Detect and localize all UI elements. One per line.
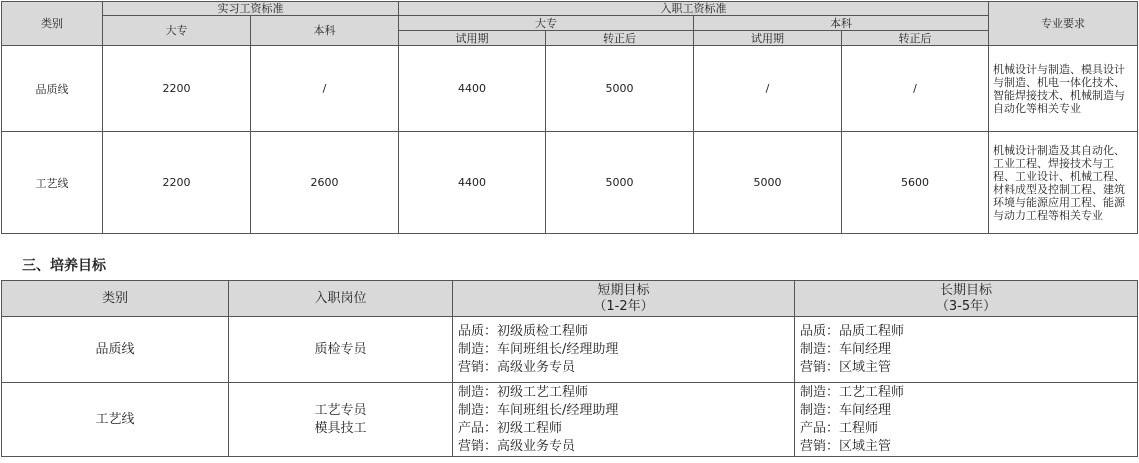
header-short-term-goal [453, 281, 795, 317]
goal-line: 品质：品质工程师 [800, 323, 905, 339]
position-line: 模具技工 [314, 420, 367, 436]
long-term-goals [795, 317, 1138, 383]
major-line: 工业工程、焊接技术与工 [993, 156, 1114, 170]
goal-line: 制造：车间经理 [800, 402, 892, 418]
long-term-range: （3-5年） [935, 298, 997, 314]
intern-dazhuan-salary: 2200 [103, 46, 251, 132]
header-hire-dazhuan: 大专 [399, 16, 694, 31]
major-line: 与制造、机电一体化技术、 [993, 75, 1125, 89]
header-hire-salary: 入职工资标准 [399, 2, 989, 16]
benke-regular-salary: 5600 [842, 132, 989, 234]
dazhuan-regular-salary: 5000 [546, 46, 694, 132]
short-term-range: （1-2年） [593, 298, 654, 314]
goal-line: 品质：初级质检工程师 [458, 323, 589, 339]
goal-line: 制造：车间经理 [800, 341, 892, 357]
header-benke-regular: 转正后 [842, 31, 989, 46]
header-benke-probation: 试用期 [694, 31, 842, 46]
benke-probation-salary: 5000 [694, 132, 842, 234]
major-line: 自动化等相关专业 [993, 101, 1081, 115]
long-term-goals [795, 383, 1138, 457]
benke-regular-salary: / [842, 46, 989, 132]
goal-line: 产品：工程师 [800, 420, 879, 436]
header-dazhuan-regular: 转正后 [546, 31, 694, 46]
short-term-goals [453, 383, 795, 457]
intern-dazhuan-salary: 2200 [103, 132, 251, 234]
header-intern-salary: 实习工资标准 [103, 2, 399, 16]
table-row [2, 46, 1138, 132]
short-term-label: 短期目标 [597, 282, 650, 298]
goal-line: 制造：工艺工程师 [800, 384, 905, 400]
table-row [2, 317, 1138, 383]
major-line: 智能焊接技术、机械制造与 [993, 88, 1125, 102]
intern-benke-salary: / [251, 46, 399, 132]
goal-line: 营销：区域主管 [800, 438, 892, 454]
goal-line: 制造：初级工艺工程师 [458, 384, 589, 400]
goal-line: 产品：初级工程师 [458, 420, 563, 436]
header-intern-benke: 本科 [251, 16, 399, 46]
goal-line: 制造：车间班组长/经理助理 [458, 341, 619, 357]
row-category: 工艺线 [2, 383, 229, 457]
dazhuan-probation-salary: 4400 [399, 132, 546, 234]
row-category: 品质线 [2, 46, 103, 132]
header-major-requirement: 专业要求 [989, 2, 1138, 46]
position-line: 工艺专员 [314, 402, 367, 418]
header-position: 入职岗位 [229, 281, 453, 317]
major-line: 环境与能源应用工程、能源 [993, 195, 1125, 209]
row-category: 品质线 [2, 317, 229, 383]
short-term-goals [453, 317, 795, 383]
table-row [2, 132, 1138, 234]
major-requirement [989, 46, 1138, 132]
header-long-term-goal [795, 281, 1138, 317]
table-row [2, 383, 1138, 457]
major-line: 材料成型及控制工程、建筑 [993, 182, 1125, 196]
header-intern-dazhuan: 大专 [103, 16, 251, 46]
header-hire-benke: 本科 [694, 16, 989, 31]
goal-line: 营销：高级业务专员 [458, 438, 576, 454]
major-line: 与动力工程等相关专业 [993, 208, 1103, 222]
major-line: 机械设计制造及其自动化、 [993, 143, 1125, 157]
header-category: 类别 [2, 281, 229, 317]
goal-line: 营销：高级业务专员 [458, 359, 576, 375]
entry-position [229, 317, 453, 383]
row-category: 工艺线 [2, 132, 103, 234]
major-line: 机械设计与制造、模具设计 [993, 62, 1125, 76]
training-goals-table [1, 280, 1138, 457]
major-line: 程、工业设计、机械工程、 [993, 169, 1125, 183]
header-category: 类别 [2, 2, 103, 46]
header-dazhuan-probation: 试用期 [399, 31, 546, 46]
dazhuan-regular-salary: 5000 [546, 132, 694, 234]
position-line: 质检专员 [314, 341, 367, 357]
intern-benke-salary: 2600 [251, 132, 399, 234]
section-title: 三、培养目标 [22, 258, 106, 274]
long-term-label: 长期目标 [939, 282, 992, 298]
entry-position [229, 383, 453, 457]
salary-standard-table [1, 1, 1138, 234]
major-requirement [989, 132, 1138, 234]
benke-probation-salary: / [694, 46, 842, 132]
dazhuan-probation-salary: 4400 [399, 46, 546, 132]
goal-line: 制造：车间班组长/经理助理 [458, 402, 619, 418]
goal-line: 营销：区域主管 [800, 359, 892, 375]
